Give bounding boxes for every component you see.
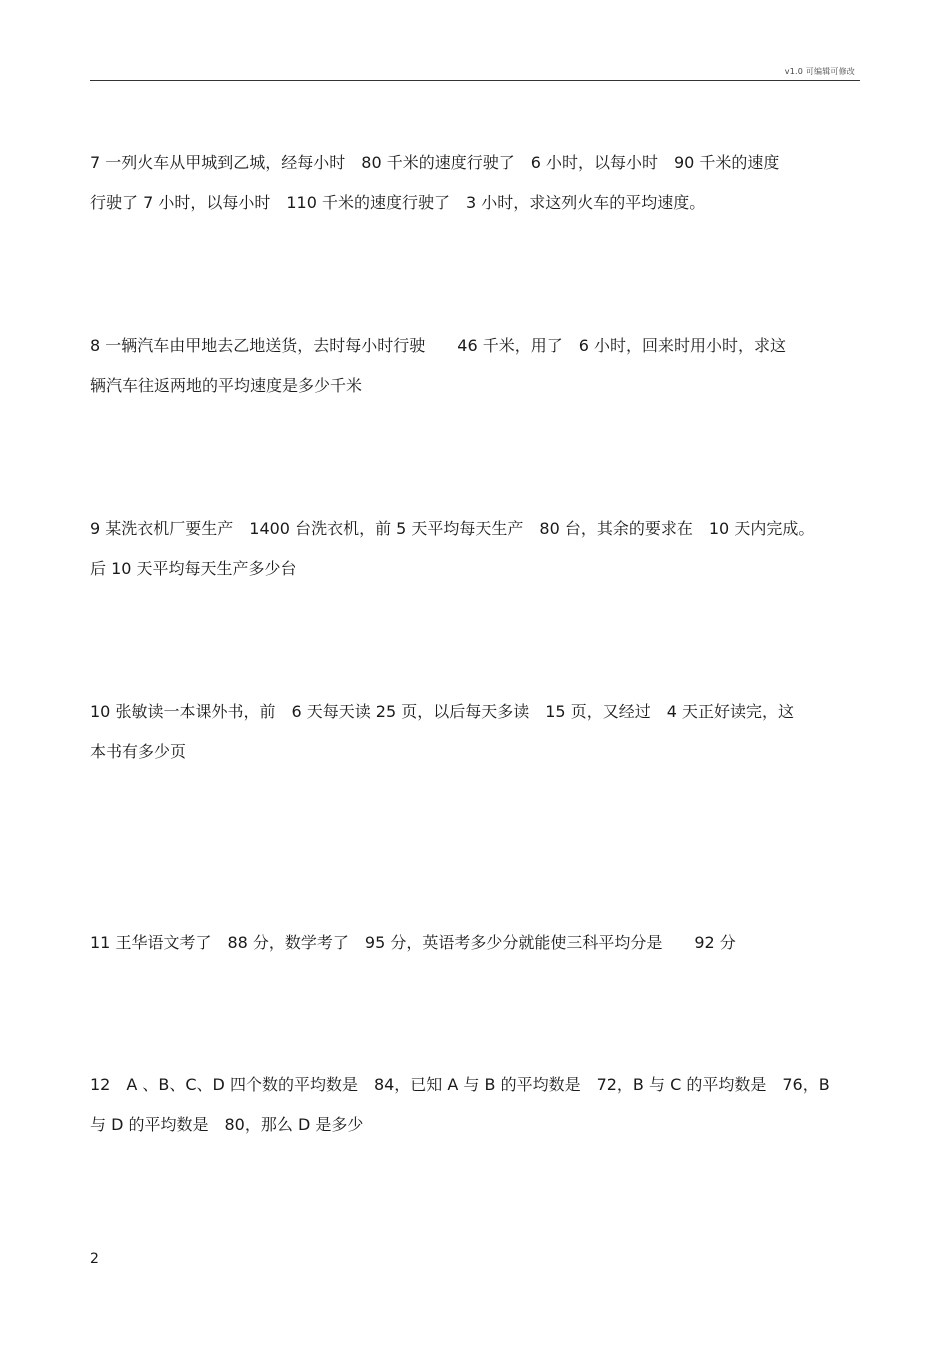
problem-7 [90,143,865,223]
problem-10 [90,692,865,772]
problem-line: 12 A 、B、C、D 四个数的平均数是 84，已知 A 与 B 的平均数是 72，B 与 C 的平均数是 76，B [90,1075,830,1094]
problem-line: 11 王华语文考了 88 分，数学考了 95 分，英语考多少分就能使三科平均分是 92 分 [90,933,736,952]
problem-line: 7 一列火车从甲城到乙城，经每小时 80 千米的速度行驶了 6 小时，以每小时 90 千米的速度 [90,153,780,172]
problem-line: 行驶了 7 小时，以每小时 110 千米的速度行驶了 3 小时，求这列火车的平均速度。 [90,193,706,212]
problem-line: 10 张敏读一本课外书，前 6 天每天读 25 页，以后每天多读 15 页，又经过 4 天正好读完，这 [90,702,794,721]
header-divider [90,80,860,81]
problem-line: 辆汽车往返两地的平均速度是多少千米 [90,376,363,395]
header-version-label: v1.0 可编辑可修改 [784,67,855,76]
problem-line: 后 10 天平均每天生产多少台 [90,559,297,578]
problem-12 [90,1065,865,1145]
problem-line: 与 D 的平均数是 80，那么 D 是多少 [90,1115,364,1134]
problem-9 [90,509,865,589]
problem-11 [90,923,865,963]
problem-line: 9 某洗衣机厂要生产 1400 台洗衣机，前 5 天平均每天生产 80 台，其余的要求在 10 天内完成。 [90,519,815,538]
problem-8 [90,326,865,406]
page-number: 2 [90,1251,99,1267]
problem-line: 8 一辆汽车由甲地去乙地送货，去时每小时行驶 46 千米，用了 6 小时，回来时用小时，求这 [90,336,786,355]
problem-line: 本书有多少页 [90,742,187,761]
